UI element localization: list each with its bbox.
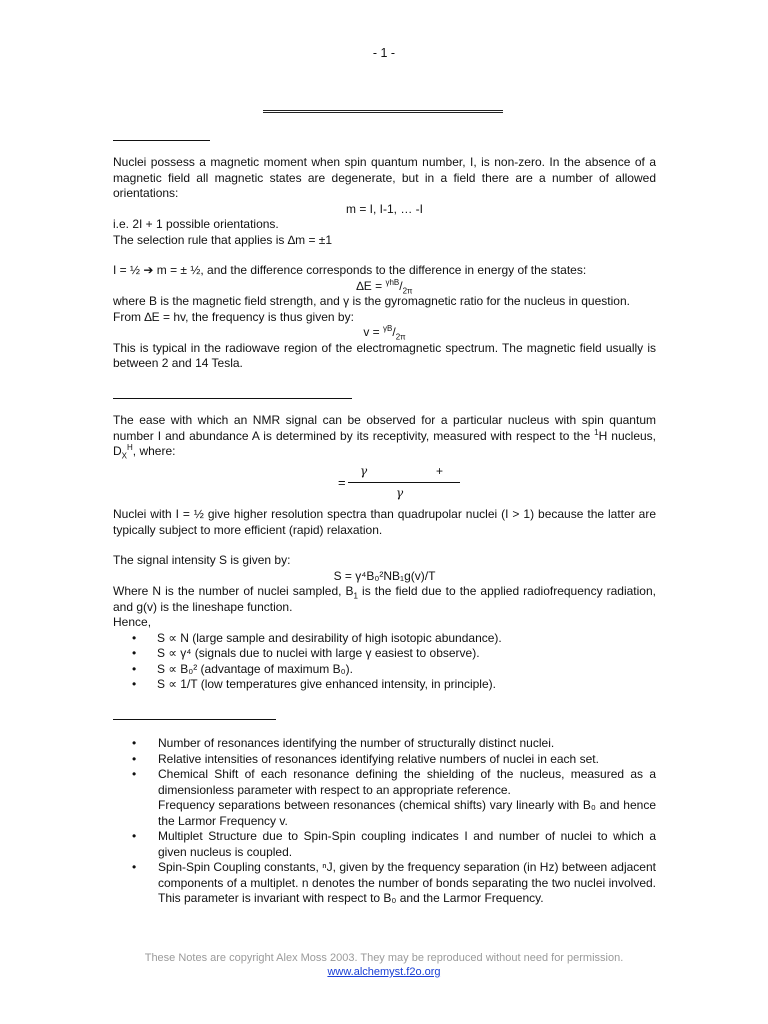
section-rule-3: [113, 719, 276, 720]
signal-section: [113, 507, 656, 693]
list-item: • Multiplet Structure due to Spin-Spin coupling indicates I and number of nuclei to which a given nucleus is coupled.: [113, 829, 656, 860]
receptivity-formula: [338, 464, 462, 504]
selection-rule: The selection rule that applies is ∆m = ±1: [113, 232, 333, 247]
copyright-notice: These Notes are copyright Alex Moss 2003. They may be reproduced without need for permission.: [144, 952, 624, 964]
section-rule-2: [113, 398, 352, 399]
fraction-bar: [348, 482, 460, 483]
formula-equals: =: [338, 475, 346, 490]
intro-section: [113, 155, 656, 372]
list-item: • Relative intensities of resonances identifying relative numbers of nuclei in each set.: [113, 752, 656, 768]
formula-plus: +: [436, 464, 444, 478]
chemical-shift-note: Frequency separations between resonances (chemical shifts) vary linearly with B₀ and hence the Larmor Frequency v.: [158, 798, 656, 828]
title-rule: [263, 110, 503, 115]
frequency-text: From ∆E = hv, the frequency is thus given by:: [113, 309, 354, 324]
equation-v: $v = ^{\gamma B}/_{2\pi}$: [363, 324, 406, 342]
list-item: • Chemical Shift of each resonance defining the shielding of the nucleus, measured as a dimensionless parameter with respect to an appropriate reference. Frequency separations between resonances (chemical shifts) vary linearly with B₀ and hence the Larmor Frequency v.: [113, 767, 656, 829]
formula-gamma-numerator: γ: [360, 464, 368, 478]
page-number: - 1 -: [372, 46, 396, 60]
hence-text: Hence,: [113, 615, 152, 629]
orientations-text: i.e. 2I + 1 possible orientations.: [113, 217, 279, 231]
list-item: • S ∝ B₀² (advantage of maximum B₀).: [113, 662, 656, 678]
spin-half-text: I = ½ ➔ m = ± ½, and the difference corresponds to the difference in energy of the states:: [113, 263, 587, 277]
formula-gamma-denominator: γ: [396, 486, 404, 500]
website-link[interactable]: www.alchemyst.f2o.org: [327, 966, 441, 978]
selection-rule-value: ∆m = ±1: [287, 232, 333, 247]
footer: [0, 951, 768, 979]
list-item: • Spin-Spin Coupling constants, ⁿJ, given by the frequency separation (in Hz) between adjacent components of a multiplet. n denotes the number of bonds separating the two nuclei involved. This parameter is invariant with respect to B₀ and the Larmor Frequency.: [113, 860, 656, 907]
equation-delta-e: $\Delta E = ^{\gamma hB}/_{2\pi}$: [356, 277, 413, 295]
proportionality-list: [113, 631, 656, 693]
receptivity-section: [113, 413, 656, 460]
list-item: • Number of resonances identifying the number of structurally distinct nuclei.: [113, 736, 656, 752]
field-strength-text: where B is the magnetic field strength, and γ is the gyromagnetic ratio for the nucleus in question.: [113, 294, 630, 308]
quadrupolar-text: Nuclei with I = ½ give higher resolution spectra than quadrupolar nuclei (I > 1) because the latter are typically subject to more efficient (rapid) relaxation.: [113, 507, 656, 537]
equation-s: S = γ⁴B₀²NB₁g(v)/T: [333, 568, 436, 583]
equation-m: m = I, I-1, … -I: [345, 201, 423, 216]
receptivity-paragraph: The ease with which an NMR signal can be observed for a particular nucleus with spin quantum number I and abundance A is determined by its receptivity, measured with respect to the $^1$H nucleus, $D_X^H$, where:: [113, 413, 657, 461]
arrow-icon: ➔: [143, 263, 154, 277]
signal-intensity-text: The signal intensity S is given by:: [113, 553, 291, 567]
nuclei-sampled-text: Where N is the number of nuclei sampled, $B_1$ is the field due to the applied radiofrequency radiation, and g(v) is the lineshape function.: [113, 584, 656, 614]
section-rule-1: [113, 140, 210, 141]
spectrum-info-section: [113, 736, 656, 907]
list-item: • S ∝ N (large sample and desirability of high isotopic abundance).: [113, 631, 656, 647]
intro-paragraph: Nuclei possess a magnetic moment when spin quantum number, I, is non-zero. In the absence of a magnetic field all magnetic states are degenerate, but in a field there are a number of allowed orientations:: [113, 155, 656, 200]
list-item: • S ∝ γ⁴ (signals due to nuclei with large γ easiest to observe).: [113, 646, 656, 662]
spectrum-info-list: [113, 736, 656, 907]
list-item: • S ∝ 1/T (low temperatures give enhanced intensity, in principle).: [113, 677, 656, 693]
radiowave-text: This is typical in the radiowave region of the electromagnetic spectrum. The magnetic field usually is between 2 and 14 Tesla.: [113, 340, 656, 370]
